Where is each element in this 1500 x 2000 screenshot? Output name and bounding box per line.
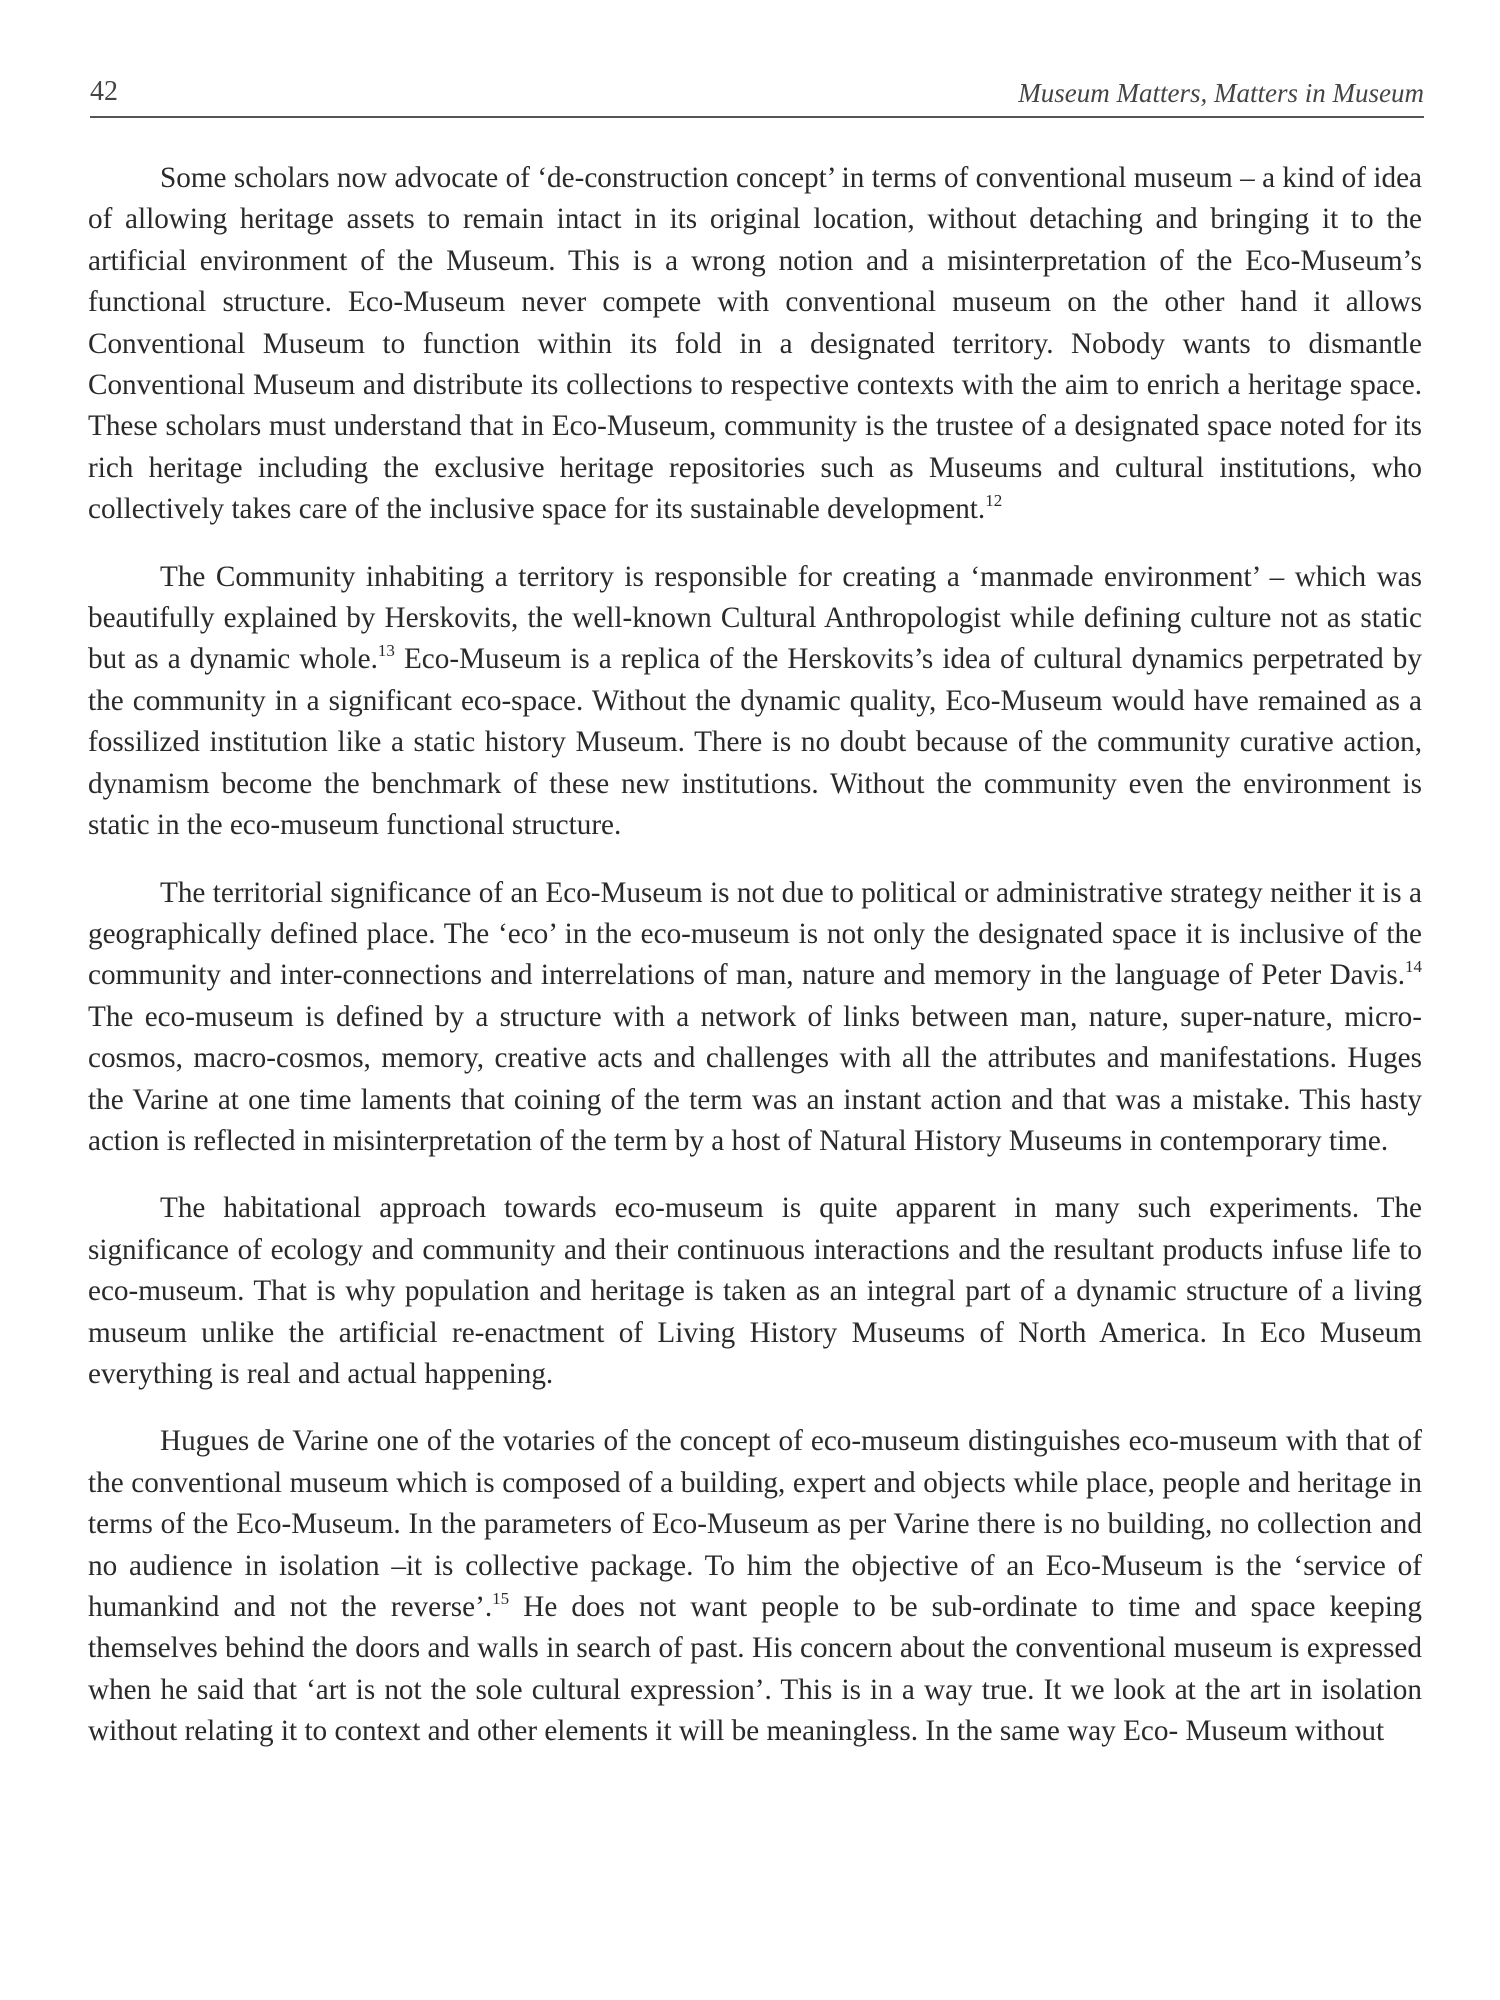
paragraph-text: Some scholars now advocate of ‘de-construction concept’ in terms of conventional museum – a kind of idea of allowing heritage assets to remain intact in its original location, without detaching and bringing it to the artificial environment of the Museum. This is a wrong notion and a misinterpretation of the Eco-Museum’s functional structure. Eco-Museum never compete with conventional museum on the other hand it allows Conventional Museum to function within its fold in a designated territory. Nobody wants to dismantle Conventional Museum and distribute its collections to respective contexts with the aim to enrich a heritage space. These scholars must understand that in Eco-Museum, community is the trustee of a designated space noted for its rich heritage including the exclusive heritage repositories such as Museums and cultural institutions, who collectively takes care of the inclusive space for its sustainable development. <box>88 162 1422 526</box>
paragraph-text: The habitational approach towards eco-museum is quite apparent in many such experiments. The significance of ecology and community and their continuous interactions and the resultant products infuse life to eco-museum. That is why population and heritage is taken as an integral part of a dynamic structure of a living museum unlike the artificial re-enactment of Living History Museums of North America. In Eco Museum everything is real and actual happening. <box>88 1192 1422 1390</box>
paragraph-text: The territorial significance of an Eco-Museum is not due to political or administrative strategy neither it is a geographically defined place. The ‘eco’ in the eco-museum is not only the designated space it is inclusive of the community and inter-connections and interrelations of man, nature and memory in the language of Peter Davis. <box>88 876 1422 992</box>
footnote-ref: 12 <box>985 491 1003 511</box>
paragraph-text: The Community inhabiting a territory is responsible for creating a ‘manmade environment’ – which was beautifully explained by Herskovits, the well-known Cultural Anthropologist while defining culture not as static but as a dynamic whole. <box>88 560 1422 676</box>
paragraph-text-cont: Eco-Museum is a replica of the Herskovits’s idea of cultural dynamics perpetrated by the community in a significant eco-space. Without the dynamic quality, Eco-Museum would have remained as a fossilized institution like a static history Museum. There is no doubt because of the community curative action, dynamism become the benchmark of these new institutions. Without the community even the environment is static in the eco-museum functional structure. <box>88 643 1422 842</box>
paragraph-hugues-de-varine <box>88 1421 1422 1752</box>
page-header <box>90 76 1424 118</box>
paragraph-territorial-significance <box>88 873 1422 1163</box>
page-number: 42 <box>90 76 118 107</box>
paragraph-text: Hugues de Varine one of the votaries of the concept of eco-museum distinguishes eco-museum with that of the conventional museum which is composed of a building, expert and objects while place, people and heritage in terms of the Eco-Museum. In the parameters of Eco-Museum as per Varine there is no building, no collection and no audience in isolation –it is collective package. To him the objective of an Eco-Museum is the ‘service of humankind and not the reverse’. <box>88 1425 1422 1623</box>
footnote-ref: 13 <box>377 641 395 661</box>
footnote-ref: 14 <box>1405 957 1422 977</box>
paragraph-deconstruction-concept <box>88 158 1422 531</box>
paragraph-text-cont: He does not want people to be sub-ordinate to time and space keeping themselves behind the doors and walls in search of past. His concern about the conventional museum is expressed when he said that ‘art is not the sole cultural expression’. This is in a way true. It we look at the art in isolation without relating it to context and other elements it will be meaningless. In the same way Eco- Museum without <box>88 1591 1422 1748</box>
running-head: Museum Matters, Matters in Museum <box>1018 78 1424 108</box>
paragraph-text-cont: The eco-museum is defined by a structure with a network of links between man, nature, super-nature, micro-cosmos, macro-cosmos, memory, creative acts and challenges with all the attributes and manifestations. Huges the Varine at one time laments that coining of the term was an instant action and that was a mistake. This hasty action is reflected in misinterpretation of the term by a host of Natural History Museums in contemporary time. <box>88 1000 1422 1157</box>
paragraph-herskovits <box>88 557 1422 847</box>
footnote-ref: 15 <box>492 1589 510 1608</box>
body-text <box>88 158 1422 1779</box>
paragraph-habitational-approach <box>88 1188 1422 1395</box>
